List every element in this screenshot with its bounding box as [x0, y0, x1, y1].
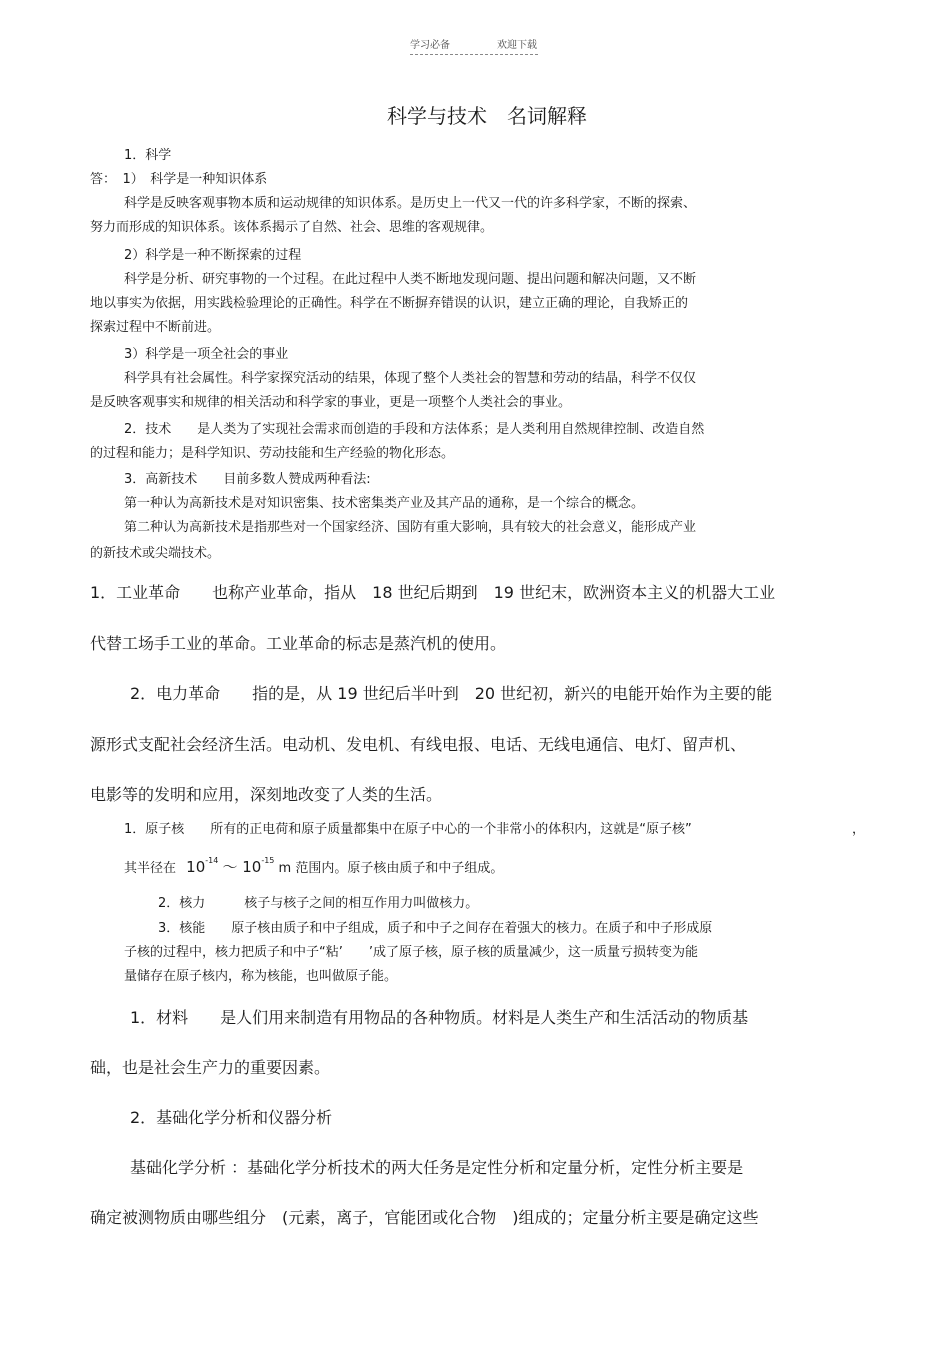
term-heading: 3．核能 原子核由质子和中子组成，质子和中子之间存在着强大的核力。在质子和中子形成原 [158, 921, 713, 936]
text-line: 电影等的发明和应用，深刻地改变了人类的生活。 [90, 785, 443, 804]
text-line: 是反映客观事实和规律的相关活动和科学家的事业，更是一项整个人类社会的事业。 [90, 395, 572, 410]
text-line: ， [852, 822, 866, 837]
text-line: 2）科学是一种不断探索的过程 [124, 248, 302, 263]
text-line: 努力而形成的知识体系。该体系揭示了自然、社会、思维的客观规律。 [90, 220, 494, 235]
text-line: 科学具有社会属性。科学家探究活动的结果，体现了整个人类社会的智慧和劳动的结晶，科学不仅仅 [124, 371, 697, 386]
term-heading: 1．原子核 所有的正电荷和原子质量都集中在原子中心的一个非常小的体积内，这就是“原子核” [124, 822, 692, 837]
formula-line [124, 858, 503, 877]
formula-exponent: -15 [261, 856, 275, 865]
text-line: 第一种认为高新技术是对知识密集、技术密集类产业及其产品的通称，是一个综合的概念。 [124, 496, 645, 511]
term-heading: 1．材料 是人们用来制造有用物品的各种物质。材料是人类生产和生活活动的物质基 [130, 1008, 749, 1027]
formula-exponent: -14 [205, 856, 219, 865]
formula-prefix: 其半径在 [124, 861, 177, 876]
formula-suffix: m 范围内。原子核由质子和中子组成。 [278, 861, 504, 876]
term-heading: 2．电力革命 指的是，从 19 世纪后半叶到 20 世纪初，新兴的电能开始作为主要的能 [130, 684, 773, 703]
formula-base: 10 [186, 858, 206, 876]
text-line: 探索过程中不断前进。 [90, 320, 221, 335]
text-line: 的过程和能力；是科学知识、劳动技能和生产经验的物化形态。 [90, 446, 455, 461]
text-line: 基础化学分析 ：基础化学分析技术的两大任务是定性分析和定量分析，定性分析主要是 [130, 1158, 744, 1177]
header-left: 学习必备 [410, 40, 450, 51]
text-line: 代替工场手工业的革命。工业革命的标志是蒸汽机的使用。 [90, 634, 507, 653]
term-heading: 2．核力 核子与核子之间的相互作用力叫做核力。 [158, 896, 479, 911]
term-heading: 1．科学 [124, 148, 172, 163]
page-title: 科学与技术 名词解释 [387, 104, 587, 128]
text-line: 科学是分析、研究事物的一个过程。在此过程中人类不断地发现问题、提出问题和解决问题，又不断 [124, 272, 697, 287]
header-divider [410, 54, 538, 55]
text-line: 3）科学是一项全社会的事业 [124, 347, 289, 362]
text-line: 确定被测物质由哪些组分 (元素，离子，官能团或化合物 )组成的；定量分析主要是确定这些 [90, 1208, 759, 1227]
text-line: 础，也是社会生产力的重要因素。 [90, 1058, 331, 1077]
text-line: 科学是反映客观事物本质和运动规律的知识体系。是历史上一代又一代的许多科学家，不断的探索、 [124, 196, 697, 211]
header-right: 欢迎下载 [497, 40, 537, 51]
text-line: 源形式支配社会经济生活。电动机、发电机、有线电报、电话、无线电通信、电灯、留声机、 [90, 735, 747, 754]
term-heading: 2．技术 是人类为了实现社会需求而创造的手段和方法体系；是人类利用自然规律控制、改造自然 [124, 422, 705, 437]
text-line: 子核的过程中，核力把质子和中子“粘’ ’成了原子核，原子核的质量减少，这一质量亏损转变为能 [124, 945, 699, 960]
text-line: 答： 1） 科学是一种知识体系 [90, 172, 268, 187]
text-line: 的新技术或尖端技术。 [90, 546, 221, 561]
term-heading: 3．高新技术 目前多数人赞成两种看法: [124, 472, 371, 487]
term-heading: 2．基础化学分析和仪器分析 [130, 1108, 333, 1127]
text-line: 第二种认为高新技术是指那些对一个国家经济、国防有重大影响，具有较大的社会意义，能形成产业 [124, 520, 697, 535]
term-heading: 1．工业革命 也称产业革命，指从 18 世纪后期到 19 世纪末，欧洲资本主义的机器大工业 [90, 583, 776, 602]
text-line: 地以事实为依据，用实践检验理论的正确性。科学在不断摒弃错误的认识，建立正确的理论，自我矫正的 [90, 296, 689, 311]
formula-base: ～ 10 [222, 858, 262, 876]
text-line: 量储存在原子核内，称为核能，也叫做原子能。 [124, 969, 398, 984]
